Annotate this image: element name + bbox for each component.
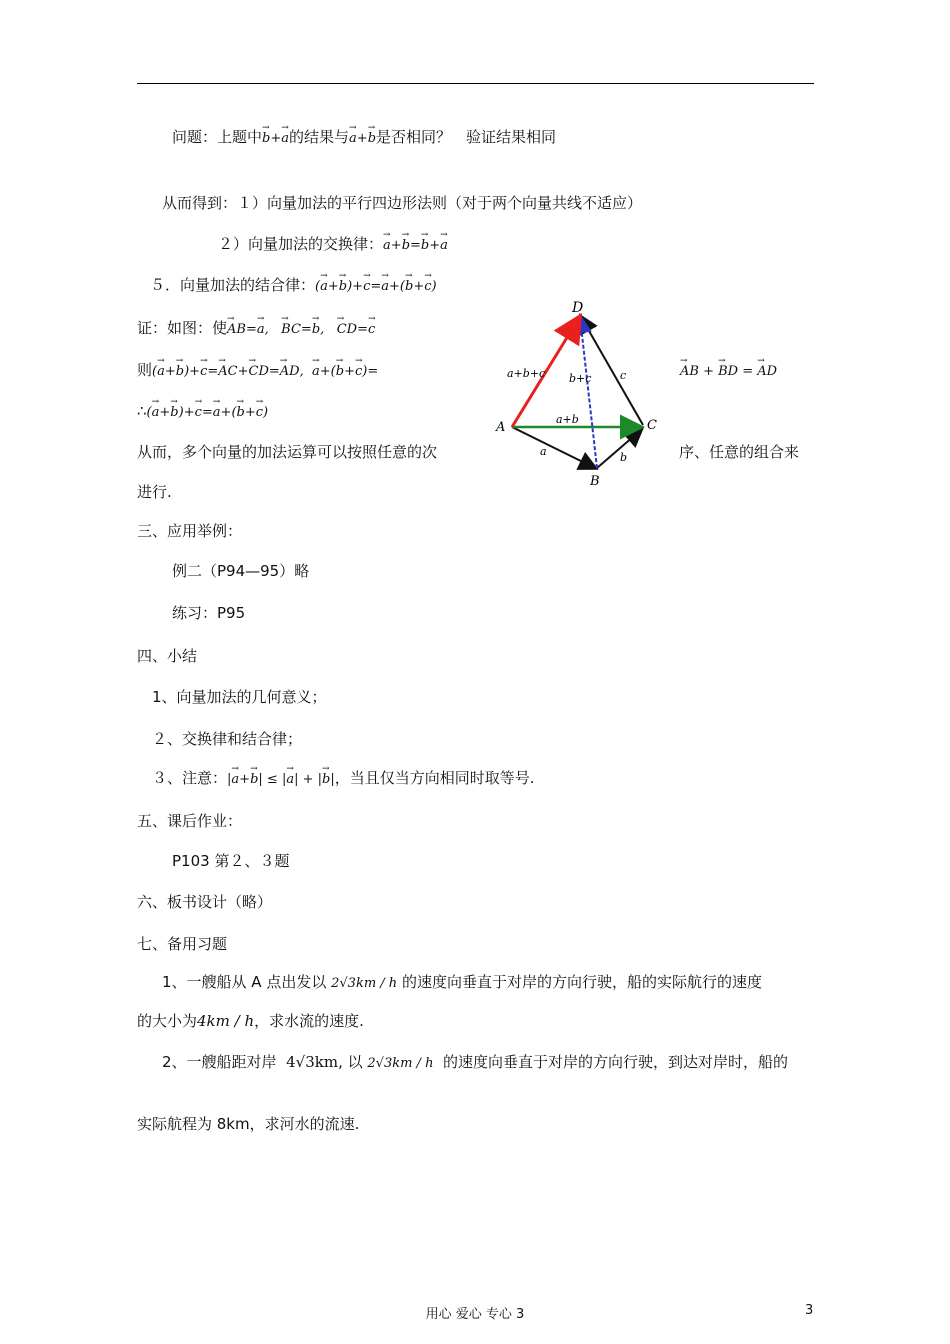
label-b: b (620, 451, 628, 464)
problem-1-line-2 (137, 1010, 364, 1032)
summary-3-suffix: ，当且仅当方向相同时取等号. (334, 769, 535, 787)
point-d: D (572, 300, 584, 316)
vector-b (597, 430, 641, 468)
conclusion-line: 从而得到：１）向量加法的平行四边形法则（对于两个向量共线不适应） (162, 194, 643, 212)
point-c: C (647, 418, 657, 433)
associative-label: ５．向量加法的结合律： (150, 276, 316, 294)
problem-1-text-c: 的大小为 (137, 1012, 198, 1030)
summary-2: ２、交换律和结合律； (152, 730, 303, 748)
problem-2-speed: 2√3km / h (367, 1056, 434, 1071)
then-label: 则 (137, 361, 153, 379)
page-footer: 用心 爱心 专心 3 (425, 1307, 525, 1322)
many-vectors-end: 进行. (137, 483, 172, 501)
problem-2-line-1 (162, 1051, 788, 1075)
problem-1-text-b: 的速度向垂直于对岸的方向行驶，船的实际航行的速度 (401, 973, 762, 991)
question-prefix: 问题：上题中 (172, 128, 263, 146)
question-mid: 的结果与 (289, 128, 350, 146)
problem-1-text-d: ，求水流的速度. (254, 1012, 364, 1030)
question-suffix: 是否相同？ 验证结果相同 (376, 128, 557, 146)
section-5-heading: 五、课后作业： (137, 812, 243, 830)
header-rule (137, 83, 814, 84)
page-number: 3 (805, 1303, 814, 1318)
point-a: A (496, 420, 506, 435)
summary-1: 1、向量加法的几何意义； (152, 688, 327, 706)
label-a-plus-b-plus-c: a+b+c (507, 367, 546, 380)
question-line: 问题：上题中→ b+→ a的结果与→ a+→ b是否相同？ 验证结果相同 (172, 126, 556, 150)
vector-a (512, 427, 595, 468)
therefore-line: ∴(→ a+→ b)+→ c=→ a+(→ b+→ c) (137, 400, 268, 424)
vector-triangle-figure (480, 295, 670, 495)
many-vectors-right: 序、任意的组合来 (679, 443, 800, 461)
proof-line: 证：如图：使→ AB=→ a, → BC=→ b, → CD=→ c (137, 317, 375, 341)
homework: P103 第２、３题 (172, 852, 290, 870)
section-6-heading: 六、板书设计（略） (137, 893, 273, 911)
proof-prefix: 证：如图：使 (137, 319, 228, 337)
side-formula: → AB + → BD = → AD (680, 361, 777, 383)
problem-2-text-c: 的速度向垂直于对岸的方向行驶，到达对岸时，船的 (443, 1053, 789, 1071)
point-b: B (590, 474, 600, 489)
label-a: a (540, 445, 547, 458)
then-line: 则(→ a+→ b)+→ c=→ AC+→ CD=→ AD, → a+(→ b+→ c)= (137, 359, 378, 383)
problem-1-speed: 2√3km / h (331, 976, 398, 991)
many-vectors-left: 从而，多个向量的加法运算可以按照任意的次 (137, 443, 438, 461)
problem-2-text-b: , 以 (338, 1053, 363, 1071)
problem-2-distance: 4√3km (286, 1053, 339, 1071)
summary-3: ３、注意：|→ a+→ b| ≤ |→ a| + |→ b|，当且仅当方向相同时取等号. (152, 767, 535, 791)
label-c: c (620, 369, 627, 382)
associative-line: ５．向量加法的结合律：(→ a+→ b)+→ c=→ a+(→ b+→ c) (150, 274, 437, 298)
problem-1-text-a: 1、一艘船从 A 点出发以 (162, 973, 327, 991)
problem-2-line-2: 实际航程为 8km，求河水的流速. (137, 1115, 360, 1133)
section-3-heading: 三、应用举例： (137, 522, 243, 540)
label-b-plus-c: b+c (569, 372, 592, 385)
problem-2-text-a: 2、一艘船距对岸 (162, 1053, 277, 1071)
practice: 练习：P95 (172, 604, 246, 622)
problem-1-line-1 (162, 971, 762, 995)
vector-c (581, 317, 643, 425)
section-4-heading: 四、小结 (137, 647, 198, 665)
problem-1-speed-2: 4km / h (197, 1012, 255, 1030)
section-7-heading: 七、备用习题 (137, 935, 228, 953)
commutative-label: ２）向量加法的交换律： (218, 235, 384, 253)
label-a-plus-b: a+b (556, 413, 579, 426)
therefore-symbol: ∴ (137, 402, 147, 420)
commutative-line: ２）向量加法的交换律：→ a+→ b=→ b+→ a (218, 233, 448, 257)
example-2: 例二（P94—95）略 (172, 562, 310, 580)
summary-3-prefix: ３、注意： (152, 769, 228, 787)
